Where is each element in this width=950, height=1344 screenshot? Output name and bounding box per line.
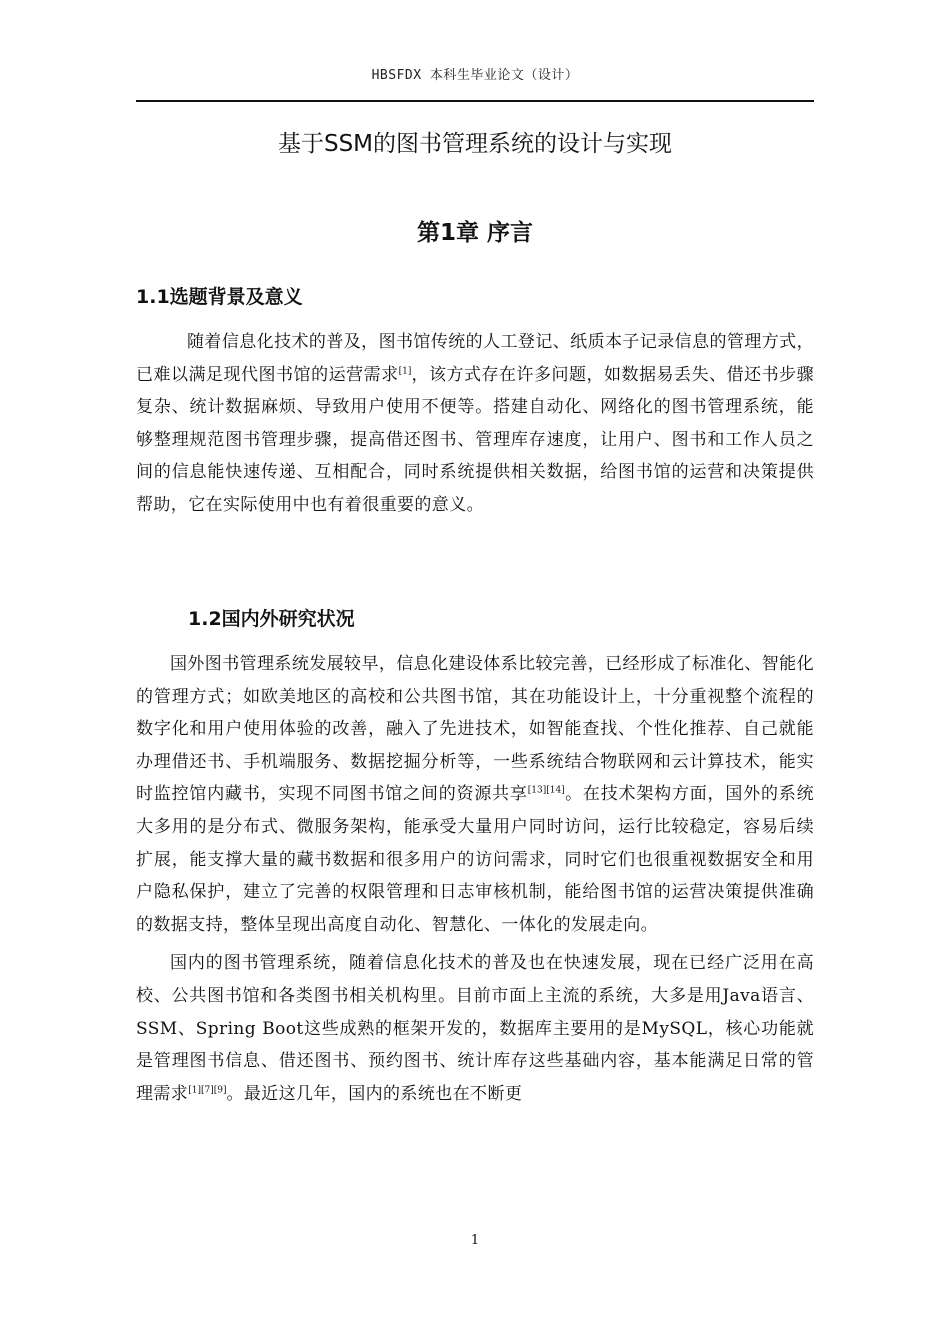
paragraph-text: 。最近这几年，国内的系统也在不断更	[226, 1083, 523, 1104]
header-rule	[136, 100, 814, 102]
section-body-1-1	[136, 326, 814, 522]
page-number: 1	[470, 1233, 480, 1248]
section-body-1-2	[136, 648, 814, 1110]
citation: [13][14]	[527, 785, 565, 796]
paragraph-text: 国外图书管理系统发展较早，信息化建设体系比较完善，已经形成了标准化、智能化的管理方式；如欧美地区的高校和公共图书馆，其在功能设计上，十分重视整个流程的数字化和用户使用体验的改善，融入了先进技术，如智能查找、个性化推荐、自己就能办理借还书、手机端服务、数据挖掘分析等，一些系统结合物联网和云计算技术，能实时监控馆内藏书，实现不同图书馆之间的资源共享	[136, 654, 814, 805]
paragraph	[136, 947, 814, 1110]
thesis-title: 基于SSM的图书管理系统的设计与实现	[277, 131, 673, 157]
citation: [1]	[398, 365, 412, 376]
section-heading-1-1: 1.1选题背景及意义	[136, 286, 303, 308]
running-header: HBSFDX 本科生毕业论文（设计）	[371, 68, 579, 83]
paragraph-text: 国内的图书管理系统，随着信息化技术的普及也在快速发展，现在已经广泛用在高校、公共图书馆和各类图书相关机构里。目前市面上主流的系统，大多是用Java语言、SSM、Spring Boot这些成熟的框架开发的，数据库主要用的是MySQL，核心功能就是管理图书信息、借还图书、预约图书、统计库存这些基础内容，基本能满足日常的管理需求	[136, 953, 814, 1104]
paragraph-text: 随着信息化技术的普及，图书馆传统的人工登记、纸质本子记录信息的管理方式，已难以满足现代图书馆的运营需求	[136, 332, 814, 385]
paragraph	[136, 326, 814, 522]
paragraph-text: 。在技术架构方面，国外的系统大多用的是分布式、微服务架构，能承受大量用户同时访问，运行比较稳定，容易后续扩展，能支撑大量的藏书数据和很多用户的访问需求，同时它们也很重视数据安全和用户隐私保护，建立了完善的权限管理和日志审核机制，能给图书馆的运营决策提供准确的数据支持，整体呈现出高度自动化、智慧化、一体化的发展走向。	[136, 784, 814, 935]
paragraph	[136, 648, 814, 941]
citation: [1][7][9]	[188, 1085, 227, 1096]
section-heading-1-2: 1.2国内外研究状况	[188, 608, 355, 630]
paragraph-text: ，该方式存在许多问题，如数据易丢失、借还书步骤复杂、统计数据麻烦、导致用户使用不便等。搭建自动化、网络化的图书管理系统，能够整理规范图书管理步骤，提高借还图书、管理库存速度，让用户、图书和工作人员之间的信息能快速传递、互相配合，同时系统提供相关数据，给图书馆的运营和决策提供帮助，它在实际使用中也有着很重要的意义。	[136, 364, 815, 515]
chapter-title: 第1章 序言	[416, 220, 533, 246]
